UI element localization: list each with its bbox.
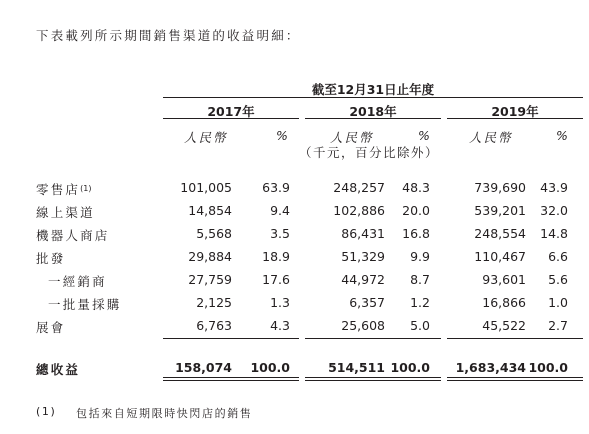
- pct-2018: 5.0: [410, 318, 430, 333]
- pct-2017: 17.6: [262, 272, 290, 287]
- value-2018: 44,972: [341, 272, 385, 287]
- total-double-rule-2018-b: [305, 380, 441, 381]
- pct-2019: 14.8: [540, 226, 568, 241]
- footnote-text: 包括來自短期限時快閃店的銷售: [76, 407, 253, 420]
- value-2018: 248,257: [333, 180, 385, 195]
- pct-2017: 3.5: [270, 226, 290, 241]
- pct-2018: 48.3: [402, 180, 430, 195]
- value-2017: 2,125: [196, 295, 232, 310]
- percent-label-2017: %: [276, 128, 288, 143]
- year-2018: 2018年: [349, 104, 397, 119]
- year-rule-2019: [447, 118, 583, 119]
- value-2017: 101,005: [180, 180, 232, 195]
- value-2019: 45,522: [482, 318, 526, 333]
- pct-2018: 8.7: [410, 272, 430, 287]
- total-value-2017: 158,074: [175, 360, 232, 375]
- pct-2019: 1.0: [548, 295, 568, 310]
- footnote-mark: (1): [36, 405, 57, 418]
- total-double-rule-2019-b: [447, 380, 583, 381]
- pct-2017: 4.3: [270, 318, 290, 333]
- pct-2018: 20.0: [402, 203, 430, 218]
- percent-label-2018: %: [418, 128, 430, 143]
- subtotal-rule-2019: [447, 338, 583, 339]
- value-2019: 16,866: [482, 295, 526, 310]
- total-pct-2017: 100.0: [250, 360, 290, 375]
- year-2019: 2019年: [491, 104, 539, 119]
- pct-2018: 1.2: [410, 295, 430, 310]
- row-label: 零售店$^{(1)}$: [36, 182, 92, 197]
- pct-2019: 32.0: [540, 203, 568, 218]
- value-2019: 248,554: [474, 226, 526, 241]
- subtotal-rule-2017: [163, 338, 299, 339]
- year-rule-2018: [305, 118, 441, 119]
- currency-label-2017: 人民幣: [184, 130, 228, 145]
- row-label: 一批量採購: [48, 297, 122, 312]
- row-label: 展會: [36, 320, 66, 335]
- pct-2019: 2.7: [548, 318, 568, 333]
- pct-2019: 43.9: [540, 180, 568, 195]
- period-header: 截至12月31日止年度: [311, 82, 435, 97]
- value-2018: 25,608: [341, 318, 385, 333]
- total-value-2018: 514,511: [328, 360, 385, 375]
- pct-2018: 9.9: [410, 249, 430, 264]
- unit-note: （千元，百分比除外）: [298, 145, 439, 160]
- pct-2017: 63.9: [262, 180, 290, 195]
- intro-text: 下表載列所示期間銷售渠道的收益明細：: [36, 28, 301, 43]
- row-label: 機器人商店: [36, 228, 110, 243]
- subtotal-rule-2018: [305, 338, 441, 339]
- pct-2019: 5.6: [548, 272, 568, 287]
- value-2018: 51,329: [341, 249, 385, 264]
- total-pct-2018: 100.0: [390, 360, 430, 375]
- value-2017: 14,854: [188, 203, 232, 218]
- currency-label-2019: 人民幣: [469, 130, 513, 145]
- total-double-rule-2017-b: [163, 380, 299, 381]
- value-2019: 739,690: [474, 180, 526, 195]
- total-pct-2019: 100.0: [528, 360, 568, 375]
- year-rule-2017: [163, 118, 299, 119]
- pct-2019: 6.6: [548, 249, 568, 264]
- year-2017: 2017年: [207, 104, 255, 119]
- value-2017: 27,759: [188, 272, 232, 287]
- row-label: 一經銷商: [48, 274, 107, 289]
- total-double-rule-2017-a: [163, 377, 299, 378]
- value-2019: 539,201: [474, 203, 526, 218]
- percent-label-2019: %: [556, 128, 568, 143]
- currency-label-2018: 人民幣: [330, 130, 374, 145]
- pct-2018: 16.8: [402, 226, 430, 241]
- pct-2017: 1.3: [270, 295, 290, 310]
- total-value-2019: 1,683,434: [455, 360, 526, 375]
- value-2018: 6,357: [349, 295, 385, 310]
- pct-2017: 9.4: [270, 203, 290, 218]
- value-2018: 86,431: [341, 226, 385, 241]
- pct-2017: 18.9: [262, 249, 290, 264]
- value-2019: 110,467: [474, 249, 526, 264]
- value-2017: 6,763: [196, 318, 232, 333]
- value-2019: 93,601: [482, 272, 526, 287]
- value-2018: 102,886: [333, 203, 385, 218]
- row-label: 線上渠道: [36, 205, 95, 220]
- row-label: 批發: [36, 251, 66, 266]
- value-2017: 5,568: [196, 226, 232, 241]
- value-2017: 29,884: [188, 249, 232, 264]
- total-double-rule-2019-a: [447, 377, 583, 378]
- total-double-rule-2018-a: [305, 377, 441, 378]
- header-rule: [163, 97, 583, 98]
- total-label: 總收益: [36, 362, 81, 377]
